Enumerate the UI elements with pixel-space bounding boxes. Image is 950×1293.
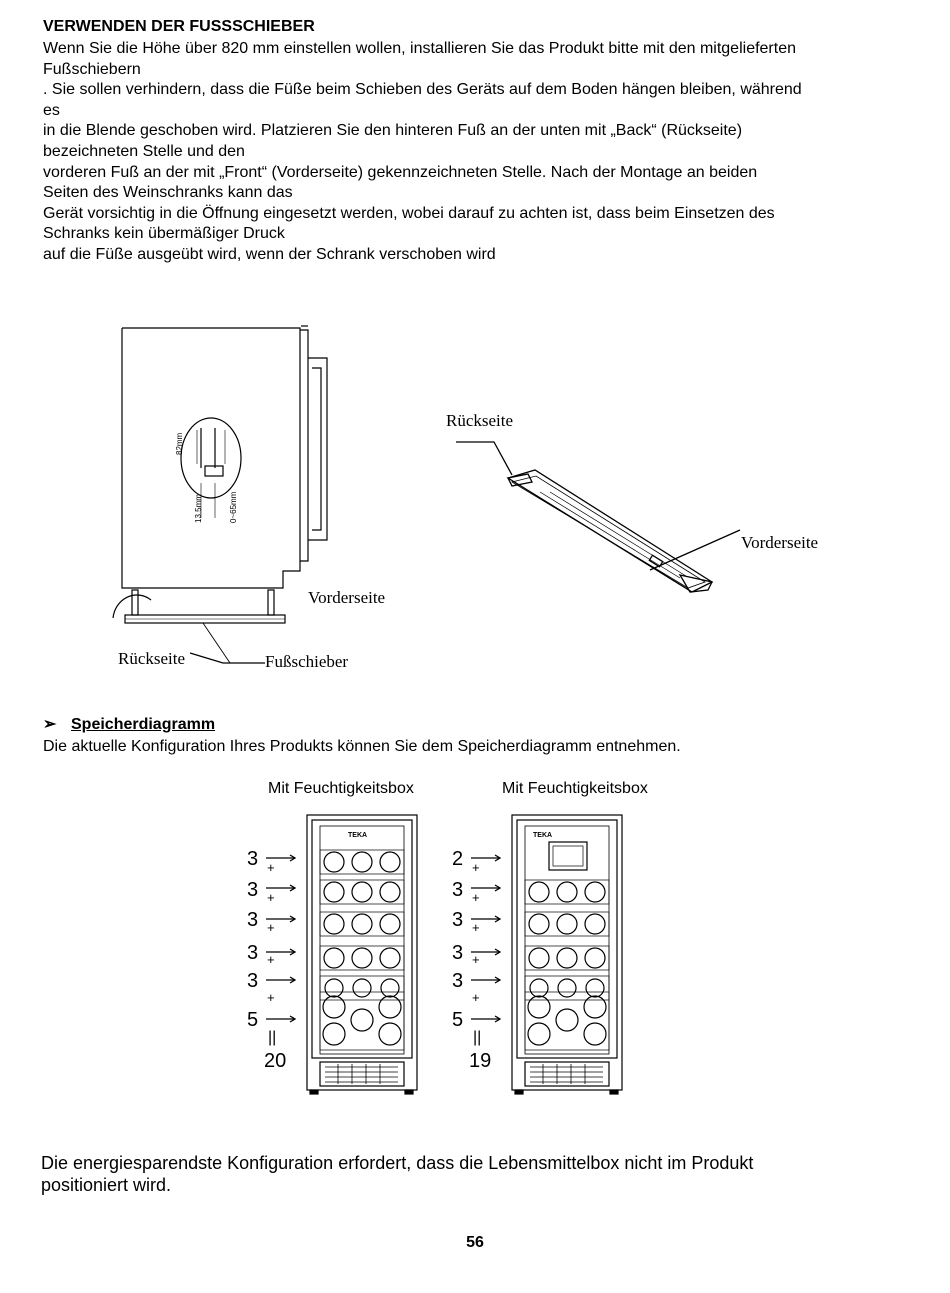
row-count: 3 <box>452 909 464 931</box>
row-count: 3 <box>247 848 259 870</box>
vent-grille <box>320 1062 404 1086</box>
dimension-82mm: 82mm <box>175 432 184 455</box>
total-count: 19 <box>469 1050 492 1072</box>
back-foot <box>132 590 138 615</box>
slider-body <box>508 470 712 592</box>
handle-outline <box>308 358 327 540</box>
energy-note <box>41 1152 901 1196</box>
equals-sign: || <box>268 1029 277 1046</box>
page-number: 56 <box>466 1234 484 1251</box>
cabinet-frame <box>512 815 622 1090</box>
plus-sign: + <box>472 990 480 1005</box>
energy-note-line: Die energiesparendste Konfiguration erfordert, dass die Lebensmittelbox nicht im Produkt <box>41 1153 754 1173</box>
intro-line: vorderen Fuß an der mit „Front“ (Vorderseite) gekennzeichneten Stelle. Nach der Montage an beiden <box>43 163 758 181</box>
front-leader-line <box>650 530 740 570</box>
label-slider-figure1: Fußschieber <box>265 652 349 671</box>
intro-line: Gerät vorsichtig in die Öffnung eingesetzt werden, wobei darauf zu achten ist, dass beim Einsetzen des <box>43 204 775 222</box>
cabinet-frame <box>307 815 417 1090</box>
bullet-arrow-icon: ➢ <box>43 716 57 733</box>
storage-diagram-left <box>240 812 425 1097</box>
front-foot <box>268 590 274 615</box>
dimension-13-5mm: 13.5mm <box>194 494 203 523</box>
door-outline <box>300 330 308 561</box>
plus-sign: + <box>267 952 275 967</box>
vent-grille <box>525 1062 609 1086</box>
row-count: 5 <box>452 1009 464 1031</box>
intro-line: in die Blende geschoben wird. Platzieren Sie den hinteren Fuß an der unten mit „Back“ (Rückseite) <box>43 122 743 140</box>
plus-sign: + <box>267 920 275 935</box>
label-back-figure1: Rückseite <box>118 649 186 668</box>
plus-sign: + <box>267 860 275 875</box>
intro-line: es <box>43 101 60 119</box>
row-count: 3 <box>247 942 259 964</box>
section-title: Speicherdiagramm <box>71 716 216 733</box>
dimension-0-65mm: 0~65mm <box>229 491 238 523</box>
storage-diagram-right <box>445 812 630 1097</box>
plus-sign: + <box>472 860 480 875</box>
left-caption: Mit Feuchtigkeitsbox <box>268 780 414 797</box>
section-heading <box>43 715 215 735</box>
right-caption: Mit Feuchtigkeitsbox <box>502 780 648 797</box>
cabinet-side-view-figure <box>105 318 405 680</box>
cabinet-body-outline <box>122 328 300 588</box>
slider-leader-line <box>190 653 265 663</box>
brand-logo: TEKA <box>533 832 553 839</box>
plus-sign: + <box>267 990 275 1005</box>
total-count: 20 <box>264 1050 287 1072</box>
label-back-figure2: Rückseite <box>446 411 514 430</box>
bottle-shelves <box>320 850 404 1050</box>
plus-sign: + <box>472 920 480 935</box>
intro-line: Seiten des Weinschranks kann das <box>43 184 293 202</box>
intro-line: . Sie sollen verhindern, dass die Füße beim Schieben des Geräts auf dem Boden hängen bleiben, während <box>43 81 802 99</box>
row-count: 3 <box>247 970 259 992</box>
row-count: 3 <box>452 970 464 992</box>
plus-sign: + <box>472 890 480 905</box>
plus-sign: + <box>267 890 275 905</box>
humidity-box <box>549 842 587 870</box>
detail-magnifier <box>181 418 241 498</box>
row-count: 3 <box>452 942 464 964</box>
intro-line: auf die Füße ausgeübt wird, wenn der Schrank verschoben wird <box>43 245 496 263</box>
brand-logo: TEKA <box>348 832 368 839</box>
foot-slider-figure <box>450 430 750 610</box>
intro-line: Schranks kein übermäßiger Druck <box>43 225 285 243</box>
row-count: 2 <box>452 848 464 870</box>
row-count: 3 <box>452 879 464 901</box>
back-leader-line <box>456 442 512 475</box>
plus-sign: + <box>472 952 480 967</box>
intro-line: bezeichneten Stelle und den <box>43 142 245 160</box>
intro-line: Fußschiebern <box>43 60 141 78</box>
row-count: 3 <box>247 909 259 931</box>
section-description: Die aktuelle Konfiguration Ihres Produkts können Sie dem Speicherdiagramm entnehmen. <box>43 738 681 755</box>
equals-sign: || <box>473 1029 482 1046</box>
row-count: 5 <box>247 1009 259 1031</box>
label-front-figure2: Vorderseite <box>741 533 819 552</box>
energy-note-line: positioniert wird. <box>41 1175 172 1195</box>
bottle-shelves <box>525 880 609 1050</box>
page-heading: VERWENDEN DER FUSSSCHIEBER <box>43 18 315 35</box>
intro-line: Wenn Sie die Höhe über 820 mm einstellen wollen, installieren Sie das Produkt bitte mit den mitgelieferten <box>43 40 796 57</box>
row-count: 3 <box>247 879 259 901</box>
intro-paragraph <box>43 39 903 266</box>
label-front-figure1: Vorderseite <box>308 588 386 607</box>
